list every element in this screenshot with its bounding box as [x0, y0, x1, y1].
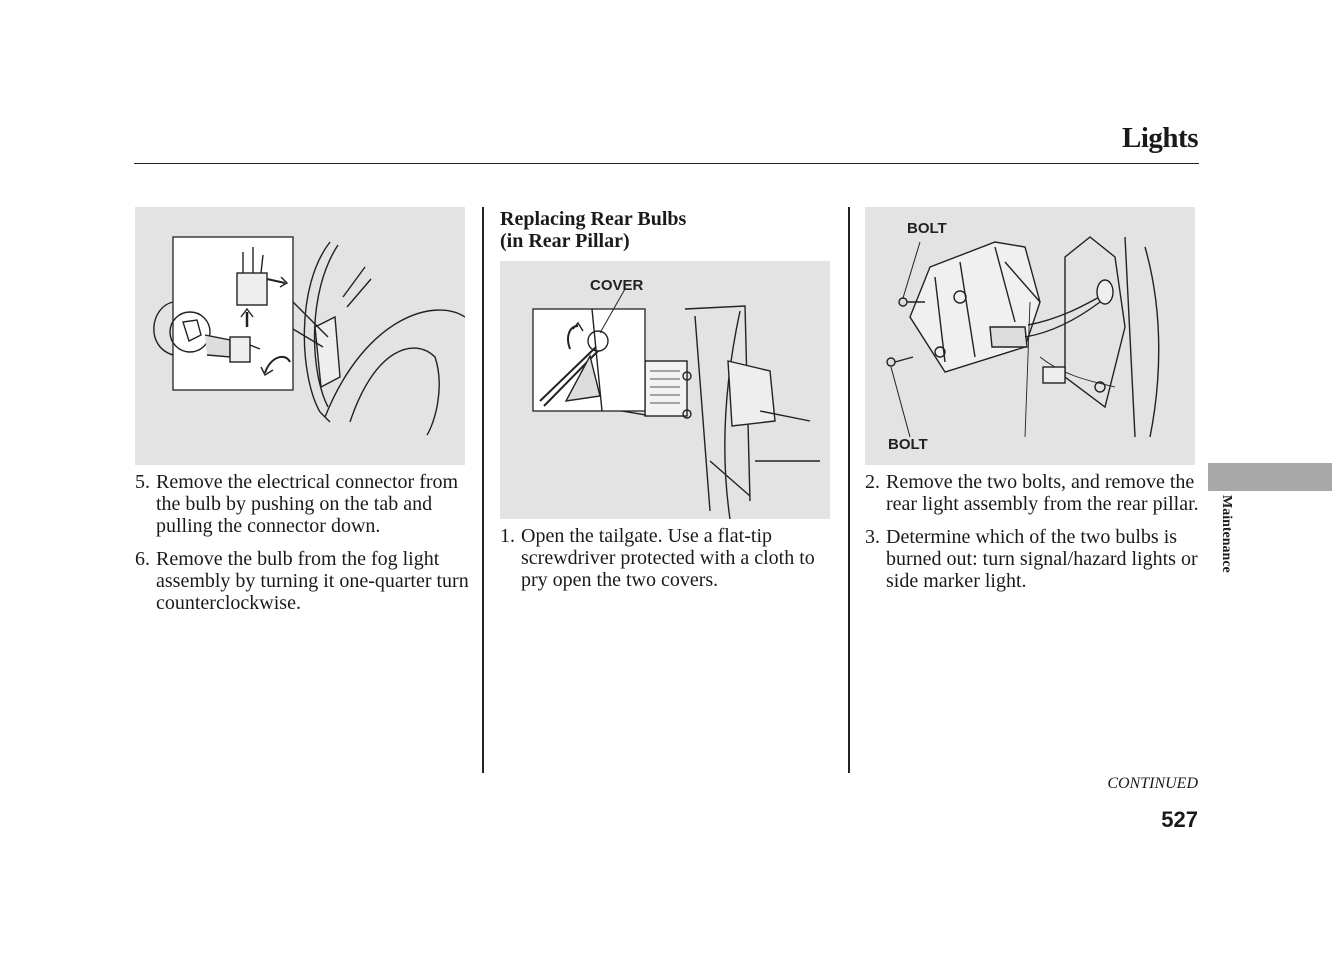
step-number: 2.: [865, 471, 880, 493]
step-5: [135, 471, 470, 537]
step-number: 1.: [500, 525, 515, 547]
bolt-label-bottom: BOLT: [888, 436, 928, 453]
side-tab: [1208, 463, 1332, 491]
cover-label: COVER: [590, 277, 644, 294]
column2-steps: [500, 525, 835, 602]
section-heading: [500, 208, 830, 252]
page-number: 527: [1161, 807, 1198, 832]
page-title: Lights: [1122, 122, 1198, 154]
rear-cover-illustration: [500, 261, 830, 519]
continued-note: CONTINUED: [1107, 775, 1198, 792]
step-text: Remove the electrical connector from the bulb by pushing on the tab and pulling the connector down.: [156, 471, 459, 537]
rear-light-illustration: [865, 207, 1195, 465]
step-number: 6.: [135, 548, 150, 570]
step-number: 5.: [135, 471, 150, 493]
step-text: Determine which of the two bulbs is burned out: turn signal/hazard lights or side marker light.: [886, 526, 1198, 592]
step-text: Remove the two bolts, and remove the rear light assembly from the rear pillar.: [886, 471, 1199, 515]
step-1: [500, 525, 835, 591]
section-heading-line-1: Replacing Rear Bulbs: [500, 208, 687, 230]
step-2: [865, 471, 1200, 515]
fog-light-illustration: [135, 207, 465, 465]
column3-steps: [865, 471, 1200, 603]
bolt-label-top: BOLT: [907, 220, 947, 237]
rear-light-figure: [865, 207, 1195, 465]
fog-light-figure: [135, 207, 465, 465]
column-divider-left: [482, 207, 484, 773]
rear-cover-figure: [500, 261, 830, 519]
section-heading-line-2: (in Rear Pillar): [500, 230, 630, 252]
step-text: Remove the bulb from the fog light assembly by turning it one-quarter turn counterclockwise.: [156, 548, 469, 614]
step-6: [135, 548, 470, 614]
step-number: 3.: [865, 526, 880, 548]
step-3: [865, 526, 1200, 592]
column-divider-right: [848, 207, 850, 773]
step-text: Open the tailgate. Use a flat-tip screwdriver protected with a cloth to pry open the two covers.: [521, 525, 815, 591]
side-tab-label: Maintenance: [1219, 495, 1234, 573]
column1-steps: [135, 471, 470, 625]
header-rule: [134, 163, 1199, 164]
